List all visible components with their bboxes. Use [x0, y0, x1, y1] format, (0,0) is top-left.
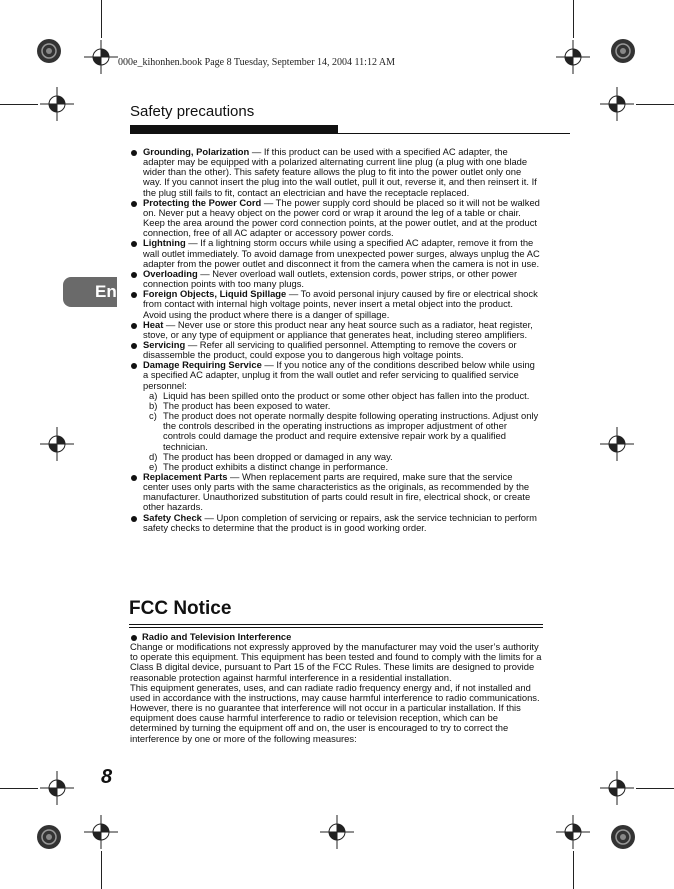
safety-item-title: Replacement Parts	[143, 471, 228, 482]
fcc-rule	[129, 624, 543, 625]
safety-item	[130, 340, 540, 360]
condition-text: The product has been dropped or damaged in any way.	[163, 450, 393, 462]
print-header: 000e_kihonhen.book Page 8 Tuesday, September 14, 2004 11:12 AM	[118, 57, 396, 68]
condition-item	[130, 411, 540, 452]
safety-item-text: — To avoid personal injury caused by fire or electrical shock from contact with internal high voltage points, never insert a metal object into the product.	[143, 288, 538, 310]
safety-item-title: Servicing	[143, 338, 186, 350]
safety-item	[130, 360, 540, 390]
trim-line	[573, 0, 574, 38]
condition-label: b)	[149, 399, 158, 411]
trim-line	[0, 788, 38, 789]
condition-label: e)	[149, 460, 158, 472]
safety-item	[130, 320, 540, 340]
language-tab-label: En	[95, 282, 117, 301]
safety-item	[130, 472, 540, 513]
safety-item-title: Foreign Objects, Liquid Spillage	[143, 288, 287, 300]
crosshair-icon	[320, 815, 354, 849]
page-number: 8	[101, 766, 113, 788]
spillage-note: Avoid using the product where there is a danger of spillage.	[143, 308, 390, 320]
trim-line	[101, 0, 102, 38]
trim-line	[636, 104, 674, 105]
registration-disc-icon	[36, 824, 62, 850]
fcc-title: FCC Notice	[129, 598, 232, 619]
condition-text: The product does not operate normally despite following operating instructions. Adjust only the controls described in the operating instructions as improper adjustment of other controls could damage the product and require extensive repair work by a qualified technician.	[163, 410, 539, 452]
safety-item	[130, 269, 540, 289]
safety-item	[130, 147, 540, 198]
trim-line	[636, 788, 674, 789]
condition-label: a)	[149, 389, 158, 401]
crosshair-icon	[84, 40, 118, 74]
safety-item	[130, 198, 540, 239]
safety-item-title: Protecting the Power Cord	[143, 196, 262, 208]
safety-item	[130, 238, 540, 268]
fcc-notice	[130, 632, 542, 744]
safety-item-title: Grounding, Polarization	[143, 146, 250, 157]
condition-label: c)	[149, 410, 157, 422]
fcc-subheading-text: Radio and Television Interference	[142, 631, 292, 642]
crosshair-icon	[40, 427, 74, 461]
safety-item-title: Lightning	[143, 237, 186, 249]
safety-item-title: Overloading	[143, 267, 198, 279]
crosshair-icon	[40, 87, 74, 121]
fcc-paragraph: However, there is no guarantee that interference will not occur in a particular installation. If this equipment does cause harmful interference to radio or television reception, which can be determined by turning the equipment off and on, the user is encouraged to try to correct the interference by one or more of the following measures:	[130, 702, 521, 744]
safety-item-title: Safety Check	[143, 511, 202, 523]
crosshair-icon	[600, 771, 634, 805]
safety-item-text: — The power supply cord should be placed so it will not be walked on. Never put a heavy object on the power cord or wrap it around the leg of a table or chair. Keep the area around the power cord connection points, at the power outlet, and at the product connection, free of all AC adapter or accessory power cords.	[143, 196, 540, 239]
safety-item-text: — Never use or store this product near any heat source such as a radiator, heat register, stove, or any type of equipment or appliance that generates heat, including stereo amplifiers.	[143, 318, 533, 340]
trim-line	[101, 851, 102, 889]
title-rule	[338, 133, 570, 134]
safety-precautions-list	[130, 147, 540, 533]
safety-item-text: — If you notice any of the conditions described below while using a specified AC adapter, unplug it from the wall outlet and refer servicing to qualified service personnel:	[143, 359, 535, 391]
condition-text: The product exhibits a distinct change in performance.	[163, 460, 389, 472]
fcc-paragraph: This equipment generates, uses, and can radiate radio frequency energy and, if not installed and used in accordance with the instructions, may cause harmful interference to radio communications.	[130, 681, 540, 703]
crosshair-icon	[84, 815, 118, 849]
registration-disc-icon	[610, 824, 636, 850]
fcc-paragraph: Change or modifications not expressly approved by the manufacturer may void the user’s authority to operate this equipment. This equipment has been tested and found to comply with the limits for a Class B digital device, pursuant to Part 15 of the FCC Rules. These limits are designed to provide reasonable protection against harmful interference in a residential installation.	[130, 641, 542, 683]
safety-item-text: — Upon completion of servicing or repairs, ask the service technician to perform safety checks to determine that the product is in good working order.	[143, 511, 537, 533]
safety-item-text: — If a lightning storm occurs while using a specified AC adapter, remove it from the wall outlet immediately. To avoid damage from unexpected power surges, always unplug the AC adapter from the power outlet and disconnect it from the camera when the camera is not in use.	[143, 237, 540, 269]
crosshair-icon	[600, 87, 634, 121]
trim-line	[0, 104, 38, 105]
safety-item-title: Damage Requiring Service	[143, 359, 262, 371]
crosshair-icon	[556, 40, 590, 74]
section-title: Safety precautions	[130, 103, 255, 120]
condition-label: d)	[149, 450, 158, 462]
fcc-subheading	[130, 632, 542, 642]
safety-item-title: Heat	[143, 318, 164, 330]
condition-text: The product has been exposed to water.	[163, 399, 331, 411]
safety-item-text: — Never overload wall outlets, extension cords, power strips, or other power connection points with too many plugs.	[143, 267, 518, 290]
safety-item	[130, 289, 540, 309]
crosshair-icon	[40, 771, 74, 805]
registration-disc-icon	[610, 38, 636, 64]
crosshair-icon	[600, 427, 634, 461]
safety-item-text: — When replacement parts are required, make sure that the service center uses only parts with the same characteristics as the originals, as recommended by the manufacturer. Unauthorized substitution of parts could result in fire, electrical shock, or create other hazards.	[143, 471, 531, 513]
safety-item-text: — If this product can be used with a specified AC adapter, the adapter may be equipped with a polarized alternating current line plug (a plug with one blade wider than the other). This safety feature allows the plug to fit into the power outlet only one way. If you cannot insert the plug into the wall outlet, pull it out, reverse it, and then reinsert it. If the plug still fails to fit, contact an electrician and have the receptacle replaced.	[143, 146, 537, 198]
crosshair-icon	[556, 815, 590, 849]
fcc-rule	[129, 627, 543, 628]
trim-line	[573, 851, 574, 889]
safety-item-text: — Refer all servicing to qualified personnel. Attempting to remove the covers or disassemble the product, could expose you to dangerous high voltage points.	[143, 338, 517, 361]
title-bar	[130, 125, 338, 134]
registration-disc-icon	[36, 38, 62, 64]
safety-item	[130, 513, 540, 533]
condition-text: Liquid has been spilled onto the product or some other object has fallen into the product.	[163, 389, 530, 401]
